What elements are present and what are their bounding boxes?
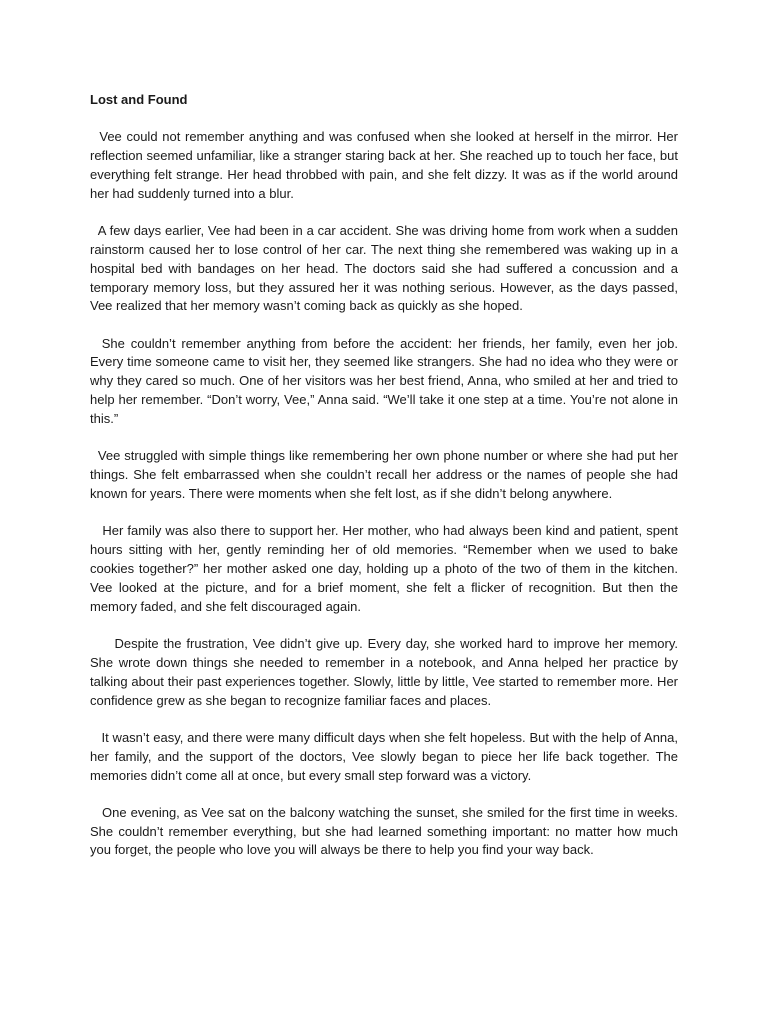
paragraph-1: Vee could not remember anything and was confused when she looked at herself in the mirror. Her reflection seemed unfamiliar, like a stranger staring back at her. She reached up to touch her face, but everything felt strange. Her head throbbed with pain, and she felt dizzy. It was as if the world around her had suddenly turned into a blur. <box>90 129 682 201</box>
document-page <box>90 91 682 879</box>
document-title: Lost and Found <box>90 92 188 107</box>
paragraph-4: Vee struggled with simple things like remembering her own phone number or where she had put her things. She felt embarrassed when she couldn’t recall her address or the names of people she had known for years. There were moments when she felt lost, as if she didn’t belong anywhere. <box>90 448 682 502</box>
paragraph-6: Despite the frustration, Vee didn’t give up. Every day, she worked hard to improve her memory. She wrote down things she needed to remember in a notebook, and Anna helped her practice by talking about their past experiences together. Slowly, little by little, Vee started to remember more. Her confidence grew as she began to recognize familiar faces and places. <box>90 635 682 708</box>
paragraph-8: One evening, as Vee sat on the balcony watching the sunset, she smiled for the first time in weeks. She couldn’t remember everything, but she had learned something important: no matter how much you forget, the people who love you will always be there to help you find your way back. <box>90 804 682 858</box>
paragraph-2: A few days earlier, Vee had been in a car accident. She was driving home from work when a sudden rainstorm caused her to lose control of her car. The next thing she remembered was waking up in a hospital bed with bandages on her head. The doctors said she had suffered a concussion and a temporary memory loss, but they assured her it was nothing serious. However, as the days passed, Vee realized that her memory wasn’t coming back as quickly as she hoped. <box>90 222 682 314</box>
paragraph-5: Her family was also there to support her. Her mother, who had always been kind and patient, spent hours sitting with her, gently reminding her of old memories. “Remember when we used to bake cookies together?” her mother asked one day, holding up a photo of the two of them in the kitchen. Vee looked at the picture, and for a brief moment, she felt a flicker of recognition. But then the memory faded, and she felt discouraged again. <box>90 523 682 614</box>
paragraph-7: It wasn’t easy, and there were many difficult days when she felt hopeless. But with the help of Anna, her family, and the support of the doctors, Vee slowly began to piece her life back together. The memories didn’t come all at once, but every small step forward was a victory. <box>90 729 682 783</box>
paragraph-3: She couldn’t remember anything from before the accident: her friends, her family, even her job. Every time someone came to visit her, they seemed like strangers. She had no idea who they were or why they cared so much. One of her visitors was her best friend, Anna, who smiled at her and tried to help her remember. “Don’t worry, Vee,” Anna said. “We’ll take it one step at a time. You’re not alone in this.” <box>90 335 682 427</box>
